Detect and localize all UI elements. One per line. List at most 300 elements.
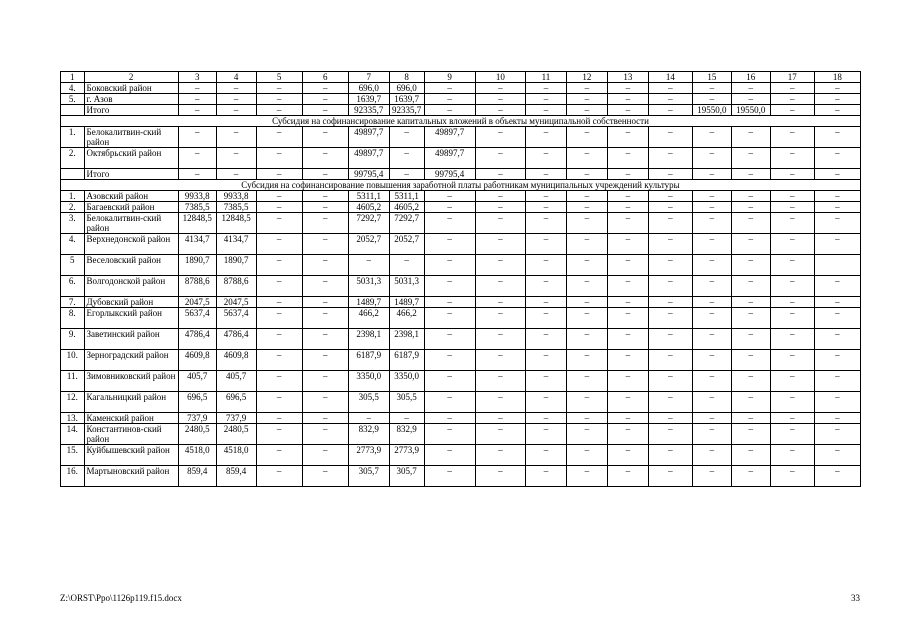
value-cell: – xyxy=(692,213,731,234)
value-cell: 2773,9 xyxy=(348,445,389,466)
district-name-cell: Белокалитвин-ский район xyxy=(84,213,178,234)
value-cell: – xyxy=(566,350,607,371)
value-cell: – xyxy=(770,424,814,445)
value-cell: 4605,2 xyxy=(348,202,389,213)
table-row xyxy=(61,424,861,445)
value-cell: – xyxy=(302,202,348,213)
value-cell: – xyxy=(475,329,525,350)
value-cell: – xyxy=(424,424,475,445)
value-cell: – xyxy=(607,94,648,105)
row-number-cell xyxy=(61,169,85,180)
value-cell: – xyxy=(525,466,566,487)
value-cell: – xyxy=(607,445,648,466)
district-name-cell: Константинов-ский район xyxy=(84,424,178,445)
value-cell: – xyxy=(814,169,860,180)
value-cell: – xyxy=(648,127,692,148)
value-cell: – xyxy=(525,424,566,445)
value-cell: – xyxy=(607,350,648,371)
table-row xyxy=(61,127,861,148)
row-number-cell: 14. xyxy=(61,424,85,445)
value-cell: – xyxy=(424,392,475,413)
value-cell: – xyxy=(648,213,692,234)
value-cell: – xyxy=(475,169,525,180)
value-cell: 7292,7 xyxy=(389,213,424,234)
row-number-cell: 12. xyxy=(61,392,85,413)
value-cell: – xyxy=(256,234,302,255)
row-number-cell: 1. xyxy=(61,127,85,148)
value-cell: 2398,1 xyxy=(348,329,389,350)
value-cell: 696,5 xyxy=(216,392,256,413)
value-cell: – xyxy=(648,329,692,350)
section-title: Субсидия на софинансирование капитальных вложений в объекты муниципальной собственности xyxy=(61,116,861,127)
value-cell: – xyxy=(256,255,302,276)
value-cell: – xyxy=(814,424,860,445)
value-cell: – xyxy=(731,148,770,169)
row-number-cell: 11. xyxy=(61,371,85,392)
value-cell: – xyxy=(814,466,860,487)
row-number-cell: 2. xyxy=(61,202,85,213)
value-cell: 4518,0 xyxy=(178,445,216,466)
row-number-cell: 10. xyxy=(61,350,85,371)
value-cell: 305,5 xyxy=(348,392,389,413)
value-cell: – xyxy=(178,94,216,105)
value-cell: – xyxy=(770,105,814,116)
district-name-cell: Боковский район xyxy=(84,83,178,94)
value-cell: – xyxy=(389,127,424,148)
value-cell: – xyxy=(814,213,860,234)
value-cell: – xyxy=(302,350,348,371)
value-cell: – xyxy=(692,127,731,148)
value-cell: – xyxy=(424,94,475,105)
value-cell: 5031,3 xyxy=(389,276,424,297)
value-cell: – xyxy=(770,371,814,392)
value-cell: 696,0 xyxy=(389,83,424,94)
value-cell: – xyxy=(566,466,607,487)
district-name-cell: Азовский район xyxy=(84,191,178,202)
value-cell: – xyxy=(256,105,302,116)
row-number-cell: 13. xyxy=(61,413,85,424)
value-cell: – xyxy=(525,392,566,413)
row-number-cell: 8. xyxy=(61,308,85,329)
value-cell: – xyxy=(731,329,770,350)
value-cell: – xyxy=(814,83,860,94)
district-name-cell: г. Азов xyxy=(84,94,178,105)
value-cell: – xyxy=(302,255,348,276)
table-row xyxy=(61,169,861,180)
district-name-cell: Итого xyxy=(84,105,178,116)
value-cell: – xyxy=(525,83,566,94)
value-cell: – xyxy=(302,392,348,413)
value-cell: – xyxy=(648,202,692,213)
value-cell: – xyxy=(648,94,692,105)
value-cell: 5311,1 xyxy=(389,191,424,202)
value-cell: – xyxy=(302,148,348,169)
value-cell: 6187,9 xyxy=(389,350,424,371)
value-cell: – xyxy=(566,234,607,255)
value-cell: – xyxy=(424,466,475,487)
value-cell: – xyxy=(475,105,525,116)
value-cell: – xyxy=(566,445,607,466)
row-number-cell: 1. xyxy=(61,191,85,202)
value-cell: – xyxy=(302,234,348,255)
value-cell: – xyxy=(648,350,692,371)
value-cell: 4609,8 xyxy=(216,350,256,371)
value-cell: – xyxy=(731,350,770,371)
value-cell: – xyxy=(770,308,814,329)
table-row xyxy=(61,83,861,94)
value-cell: 49897,7 xyxy=(424,127,475,148)
value-cell: – xyxy=(731,83,770,94)
row-number-cell: 2. xyxy=(61,148,85,169)
column-number-cell: 2 xyxy=(84,72,178,83)
value-cell: – xyxy=(692,202,731,213)
table-row xyxy=(61,413,861,424)
table-row xyxy=(61,371,861,392)
value-cell: – xyxy=(814,148,860,169)
value-cell: – xyxy=(731,424,770,445)
value-cell: – xyxy=(692,83,731,94)
value-cell: – xyxy=(770,202,814,213)
value-cell: 2047,5 xyxy=(178,297,216,308)
value-cell: – xyxy=(607,308,648,329)
value-cell: – xyxy=(178,169,216,180)
value-cell: – xyxy=(731,213,770,234)
value-cell: – xyxy=(648,371,692,392)
value-cell: – xyxy=(424,445,475,466)
value-cell: 9933,8 xyxy=(178,191,216,202)
value-cell: – xyxy=(302,191,348,202)
value-cell: – xyxy=(648,276,692,297)
value-cell: 737,9 xyxy=(216,413,256,424)
value-cell: 4605,2 xyxy=(389,202,424,213)
value-cell: 4134,7 xyxy=(178,234,216,255)
column-number-cell: 13 xyxy=(607,72,648,83)
value-cell: 405,7 xyxy=(216,371,256,392)
value-cell: – xyxy=(256,202,302,213)
row-number-cell: 9. xyxy=(61,329,85,350)
value-cell: – xyxy=(566,276,607,297)
value-cell: – xyxy=(566,413,607,424)
value-cell: – xyxy=(607,329,648,350)
value-cell: – xyxy=(525,169,566,180)
district-name-cell: Веселовский район xyxy=(84,255,178,276)
column-number-cell: 14 xyxy=(648,72,692,83)
value-cell: 2052,7 xyxy=(389,234,424,255)
row-number-cell: 5. xyxy=(61,94,85,105)
value-cell: – xyxy=(692,308,731,329)
value-cell: – xyxy=(731,94,770,105)
value-cell: – xyxy=(348,413,389,424)
value-cell: – xyxy=(475,148,525,169)
column-number-header-row xyxy=(61,72,861,83)
value-cell: 19550,0 xyxy=(731,105,770,116)
value-cell: 832,9 xyxy=(348,424,389,445)
value-cell: – xyxy=(424,255,475,276)
row-number-cell: 16. xyxy=(61,466,85,487)
value-cell: – xyxy=(607,424,648,445)
value-cell: 859,4 xyxy=(178,466,216,487)
value-cell: – xyxy=(692,329,731,350)
value-cell: – xyxy=(692,297,731,308)
value-cell: – xyxy=(566,371,607,392)
column-number-cell: 10 xyxy=(475,72,525,83)
value-cell: – xyxy=(814,350,860,371)
value-cell: – xyxy=(770,392,814,413)
value-cell: – xyxy=(256,350,302,371)
value-cell: – xyxy=(731,255,770,276)
value-cell: – xyxy=(770,255,814,276)
value-cell: – xyxy=(475,234,525,255)
column-number-cell: 3 xyxy=(178,72,216,83)
value-cell: – xyxy=(770,466,814,487)
budget-table xyxy=(60,71,861,487)
value-cell: – xyxy=(525,148,566,169)
column-number-cell: 12 xyxy=(566,72,607,83)
value-cell: – xyxy=(566,127,607,148)
value-cell: – xyxy=(475,94,525,105)
district-name-cell: Октябрьский район xyxy=(84,148,178,169)
value-cell: – xyxy=(566,105,607,116)
value-cell: – xyxy=(607,148,648,169)
value-cell: – xyxy=(692,234,731,255)
value-cell: – xyxy=(566,94,607,105)
value-cell: – xyxy=(566,392,607,413)
column-number-cell: 4 xyxy=(216,72,256,83)
value-cell: – xyxy=(302,105,348,116)
value-cell: – xyxy=(607,213,648,234)
value-cell: – xyxy=(692,413,731,424)
value-cell: – xyxy=(525,371,566,392)
value-cell: – xyxy=(648,392,692,413)
value-cell: – xyxy=(389,255,424,276)
value-cell: – xyxy=(607,413,648,424)
value-cell: 49897,7 xyxy=(348,148,389,169)
value-cell: – xyxy=(256,413,302,424)
value-cell: 99795,4 xyxy=(424,169,475,180)
value-cell: – xyxy=(256,445,302,466)
column-number-cell: 16 xyxy=(731,72,770,83)
value-cell: – xyxy=(770,297,814,308)
value-cell: – xyxy=(770,413,814,424)
value-cell: 737,9 xyxy=(178,413,216,424)
value-cell: – xyxy=(525,213,566,234)
value-cell: 305,7 xyxy=(389,466,424,487)
value-cell: – xyxy=(424,234,475,255)
value-cell: – xyxy=(731,445,770,466)
value-cell: – xyxy=(814,297,860,308)
value-cell: 6187,9 xyxy=(348,350,389,371)
value-cell: – xyxy=(814,308,860,329)
value-cell: – xyxy=(475,191,525,202)
value-cell: – xyxy=(216,148,256,169)
value-cell: 4786,4 xyxy=(216,329,256,350)
value-cell: – xyxy=(814,127,860,148)
value-cell: 1489,7 xyxy=(389,297,424,308)
table-row xyxy=(61,308,861,329)
value-cell: – xyxy=(607,127,648,148)
value-cell: – xyxy=(607,83,648,94)
value-cell: 405,7 xyxy=(178,371,216,392)
value-cell: – xyxy=(692,392,731,413)
district-name-cell: Зерноградский район xyxy=(84,350,178,371)
value-cell: – xyxy=(814,234,860,255)
district-name-cell: Заветинский район xyxy=(84,329,178,350)
value-cell: – xyxy=(216,127,256,148)
district-name-cell: Багаевский район xyxy=(84,202,178,213)
value-cell: – xyxy=(648,255,692,276)
value-cell: – xyxy=(302,308,348,329)
row-number-cell: 7. xyxy=(61,297,85,308)
value-cell: 92335,7 xyxy=(389,105,424,116)
value-cell: 4134,7 xyxy=(216,234,256,255)
value-cell: – xyxy=(302,424,348,445)
value-cell: – xyxy=(389,148,424,169)
value-cell: – xyxy=(348,255,389,276)
value-cell: – xyxy=(566,329,607,350)
value-cell: – xyxy=(692,371,731,392)
section-title: Субсидия на софинансирование повышения заработной платы работникам муниципальных учреждений культуры xyxy=(61,180,861,191)
district-name-cell: Дубовский район xyxy=(84,297,178,308)
footer-file-path: Z:\ORST\Ppo\1126p119.f15.docx xyxy=(60,593,182,603)
value-cell: – xyxy=(389,169,424,180)
column-number-cell: 17 xyxy=(770,72,814,83)
value-cell: – xyxy=(256,297,302,308)
table-row xyxy=(61,329,861,350)
value-cell: – xyxy=(731,191,770,202)
value-cell: – xyxy=(566,424,607,445)
table-row xyxy=(61,445,861,466)
value-cell: – xyxy=(731,466,770,487)
value-cell: – xyxy=(256,169,302,180)
value-cell: 12848,5 xyxy=(216,213,256,234)
value-cell: – xyxy=(256,83,302,94)
value-cell: – xyxy=(731,202,770,213)
value-cell: – xyxy=(256,213,302,234)
value-cell: – xyxy=(566,169,607,180)
value-cell: – xyxy=(607,202,648,213)
value-cell: – xyxy=(178,148,216,169)
value-cell: – xyxy=(302,329,348,350)
value-cell: – xyxy=(731,392,770,413)
value-cell: – xyxy=(648,148,692,169)
value-cell: 859,4 xyxy=(216,466,256,487)
table-row xyxy=(61,255,861,276)
value-cell: – xyxy=(770,276,814,297)
value-cell: – xyxy=(525,127,566,148)
value-cell: – xyxy=(302,371,348,392)
value-cell: 9933,8 xyxy=(216,191,256,202)
value-cell: – xyxy=(475,371,525,392)
value-cell: – xyxy=(648,297,692,308)
value-cell: – xyxy=(302,169,348,180)
value-cell: 5311,1 xyxy=(348,191,389,202)
district-name-cell: Волгодонской район xyxy=(84,276,178,297)
value-cell: – xyxy=(814,94,860,105)
value-cell: – xyxy=(566,202,607,213)
table-row xyxy=(61,350,861,371)
value-cell: 305,5 xyxy=(389,392,424,413)
value-cell: – xyxy=(424,350,475,371)
value-cell: – xyxy=(256,329,302,350)
value-cell: – xyxy=(648,308,692,329)
value-cell: 5637,4 xyxy=(216,308,256,329)
value-cell: – xyxy=(424,83,475,94)
value-cell: 832,9 xyxy=(389,424,424,445)
district-name-cell: Кагальницкий район xyxy=(84,392,178,413)
column-number-cell: 9 xyxy=(424,72,475,83)
row-number-cell xyxy=(61,105,85,116)
value-cell: 4518,0 xyxy=(216,445,256,466)
district-name-cell: Верхнедонской район xyxy=(84,234,178,255)
value-cell: – xyxy=(302,83,348,94)
value-cell: – xyxy=(525,202,566,213)
value-cell: – xyxy=(607,169,648,180)
value-cell: – xyxy=(424,413,475,424)
value-cell: – xyxy=(256,466,302,487)
value-cell: – xyxy=(731,308,770,329)
value-cell: 4786,4 xyxy=(178,329,216,350)
value-cell: – xyxy=(475,466,525,487)
value-cell: – xyxy=(216,94,256,105)
value-cell: – xyxy=(475,276,525,297)
value-cell: – xyxy=(648,105,692,116)
value-cell: – xyxy=(216,105,256,116)
column-number-cell: 5 xyxy=(256,72,302,83)
value-cell: – xyxy=(770,127,814,148)
value-cell: – xyxy=(814,329,860,350)
value-cell: – xyxy=(475,297,525,308)
value-cell: 3350,0 xyxy=(389,371,424,392)
district-name-cell: Каменский район xyxy=(84,413,178,424)
value-cell: – xyxy=(256,371,302,392)
value-cell: – xyxy=(692,276,731,297)
table-row xyxy=(61,202,861,213)
value-cell: – xyxy=(256,148,302,169)
value-cell: – xyxy=(302,445,348,466)
table-row xyxy=(61,466,861,487)
value-cell: – xyxy=(389,413,424,424)
value-cell: – xyxy=(424,276,475,297)
value-cell: – xyxy=(770,169,814,180)
value-cell: – xyxy=(607,276,648,297)
value-cell: – xyxy=(525,191,566,202)
value-cell: – xyxy=(424,297,475,308)
value-cell: – xyxy=(770,329,814,350)
value-cell: – xyxy=(814,371,860,392)
value-cell: – xyxy=(607,191,648,202)
value-cell: – xyxy=(475,127,525,148)
value-cell: – xyxy=(648,466,692,487)
value-cell: – xyxy=(424,371,475,392)
value-cell: – xyxy=(525,94,566,105)
value-cell: – xyxy=(692,148,731,169)
table-row xyxy=(61,392,861,413)
value-cell: – xyxy=(731,413,770,424)
value-cell: – xyxy=(302,297,348,308)
district-name-cell: Куйбышевский район xyxy=(84,445,178,466)
column-number-cell: 18 xyxy=(814,72,860,83)
value-cell: 8788,6 xyxy=(216,276,256,297)
row-number-cell: 4. xyxy=(61,83,85,94)
value-cell: 2398,1 xyxy=(389,329,424,350)
value-cell: – xyxy=(731,127,770,148)
value-cell: – xyxy=(770,213,814,234)
value-cell: 1639,7 xyxy=(348,94,389,105)
value-cell: – xyxy=(566,255,607,276)
value-cell: – xyxy=(607,297,648,308)
value-cell: 1890,7 xyxy=(178,255,216,276)
value-cell: 2047,5 xyxy=(216,297,256,308)
